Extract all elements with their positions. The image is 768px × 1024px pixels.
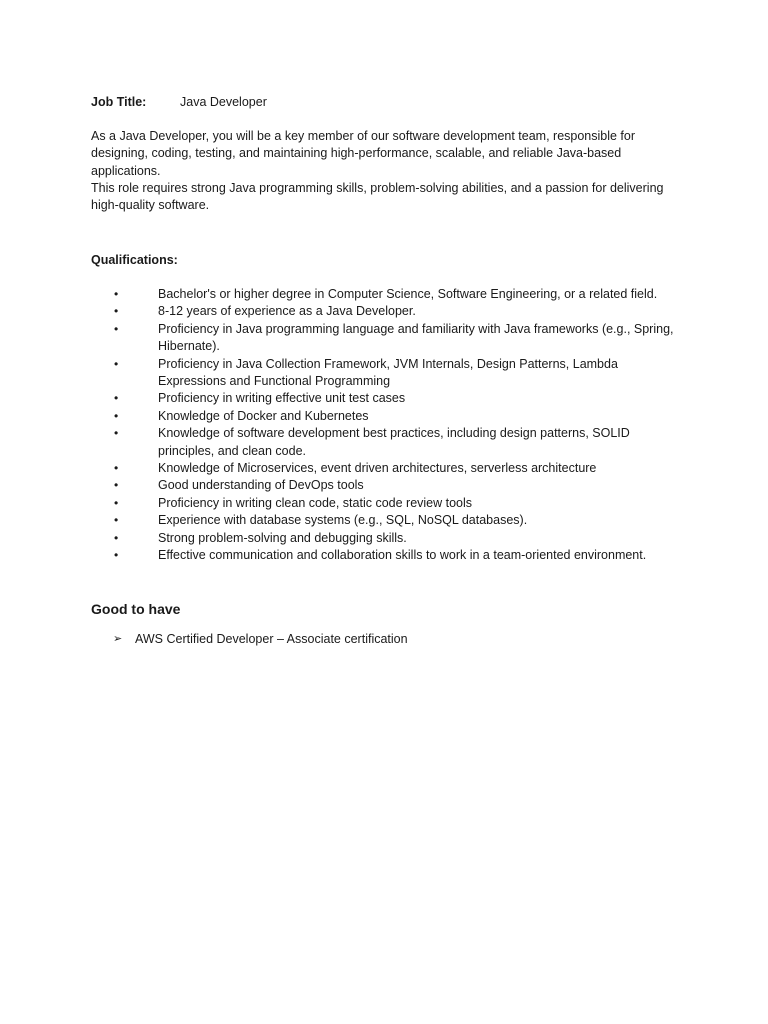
qualification-text: Proficiency in Java programming language and familiarity with Java frameworks (e.g., Spring, Hibernate). <box>158 321 674 354</box>
job-title-row <box>91 94 267 111</box>
qualification-text: Knowledge of Microservices, event driven architectures, serverless architecture <box>158 461 597 476</box>
good-to-have-heading: Good to have <box>91 601 181 617</box>
qualification-item <box>0 512 683 529</box>
qualification-text: Bachelor's or higher degree in Computer Science, Software Engineering, or a related field. <box>158 287 658 301</box>
bullet-icon: • <box>114 391 119 406</box>
qualification-item <box>0 425 683 460</box>
arrow-bullet-icon: ➢ <box>113 633 123 645</box>
qualification-item <box>0 390 683 407</box>
bullet-icon: • <box>114 478 119 493</box>
qualification-text: Proficiency in Java Collection Framework, JVM Internals, Design Patterns, Lambda Expressions and Functional Programming <box>158 356 618 389</box>
job-description <box>91 128 691 214</box>
qualification-text: Good understanding of DevOps tools <box>158 478 364 493</box>
good-to-have-text: AWS Certified Developer – Associate certification <box>135 632 408 646</box>
qualification-item <box>0 356 683 391</box>
bullet-icon: • <box>114 548 119 563</box>
qualification-item <box>0 286 683 303</box>
bullet-icon: • <box>114 408 119 423</box>
qualification-text: Knowledge of software development best practices, including design patterns, SOLID principles, and clean code. <box>158 426 630 458</box>
bullet-icon: • <box>114 426 119 441</box>
qualification-item <box>0 321 683 356</box>
qualification-item <box>0 408 683 425</box>
qualification-item <box>0 530 683 547</box>
qualification-text: Effective communication and collaboration skills to work in a team-oriented environment. <box>158 548 647 563</box>
bullet-icon: • <box>114 356 119 371</box>
qualification-text: 8-12 years of experience as a Java Developer. <box>158 304 416 319</box>
good-to-have-item <box>0 631 408 648</box>
qualification-text: Proficiency in writing effective unit test cases <box>158 391 406 406</box>
qualification-item <box>0 303 683 320</box>
bullet-icon: • <box>114 513 119 528</box>
qualifications-heading: Qualifications: <box>91 253 178 267</box>
qualifications-list <box>0 286 768 565</box>
bullet-icon: • <box>114 321 119 336</box>
bullet-icon: • <box>114 304 119 319</box>
qualification-item <box>0 460 683 477</box>
job-title-label: Job Title: <box>91 95 147 109</box>
qualification-text: Experience with database systems (e.g., SQL, NoSQL databases). <box>158 513 528 528</box>
qualification-text: Strong problem-solving and debugging skills. <box>158 530 407 545</box>
qualification-text: Knowledge of Docker and Kubernetes <box>158 408 369 423</box>
qualification-item <box>0 477 683 494</box>
qualification-text: Proficiency in writing clean code, static code review tools <box>158 495 473 510</box>
description-paragraph-1: As a Java Developer, you will be a key member of our software development team, responsible for designing, coding, testing, and maintaining high-performance, scalable, and reliable Java-based applications. <box>91 129 636 178</box>
qualification-item <box>0 495 683 512</box>
bullet-icon: • <box>114 461 119 476</box>
description-paragraph-2: This role requires strong Java programming skills, problem-solving abilities, and a passion for delivering high-quality software. <box>91 180 664 213</box>
bullet-icon: • <box>114 287 119 301</box>
qualification-item <box>0 547 683 564</box>
good-to-have-list <box>0 631 408 648</box>
job-title-value: Java Developer <box>180 95 267 109</box>
bullet-icon: • <box>114 530 119 545</box>
bullet-icon: • <box>114 495 119 510</box>
